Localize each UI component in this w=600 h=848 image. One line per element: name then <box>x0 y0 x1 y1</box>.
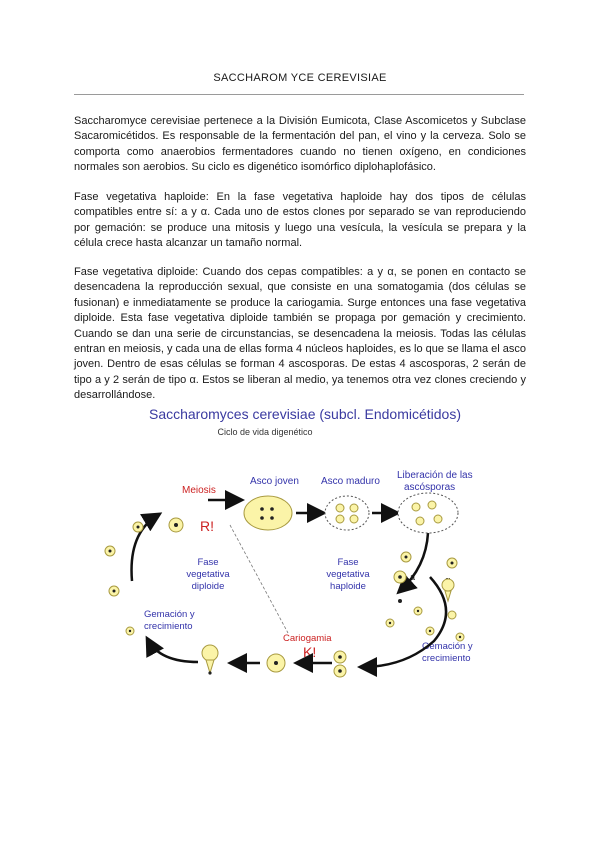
life-cycle-diagram <box>100 405 510 690</box>
label-haploide-1: Fase <box>337 557 359 568</box>
dashed-r-k-line <box>230 525 288 633</box>
mark-k: K! <box>303 644 317 660</box>
label-gemacion-der-1: Gemación y <box>422 641 473 652</box>
asco-maduro-cell <box>325 496 369 530</box>
document-title: SACCHAROM YCE CEREVISIAE <box>213 72 387 84</box>
mark-r: R! <box>200 518 214 534</box>
label-diploide-2: vegetativa <box>186 569 230 580</box>
figure-subtitle: Ciclo de vida digenético <box>217 427 313 437</box>
label-asco-joven: Asco joven <box>250 476 299 487</box>
label-gemacion-der-2: crecimiento <box>422 653 471 664</box>
figure-title: Saccharomyces cerevisiae (subcl. Endomicétidos) <box>148 406 462 422</box>
asco-joven-nucleus <box>260 516 264 520</box>
label-tipo-a: a <box>410 572 416 582</box>
title-divider <box>74 94 524 95</box>
label-haploide-2: vegetativa <box>326 569 370 580</box>
paragraph-intro: Saccharomyce cerevisiae pertenece a la División Eumicota, Clase Ascomicetos y Subclase Sacaromicétidos. Es responsable de la fermentación del pan, el vino y la cerveza. Solo se comporta como anaerobios fermentadores cuando no tienen oxígeno, en condiciones normales son aerobios. Su ciclo es digenético isomórfico diplohaplofásico. <box>74 115 526 174</box>
asco-joven-nucleus <box>270 516 274 520</box>
label-liberacion-1: Liberación de las <box>397 470 473 481</box>
label-meiosis: Meiosis <box>182 485 216 496</box>
paragraph-haploid-phase: Fase vegetativa haploide: En la fase vegetativa haploide hay dos tipos de células compatibles entre sí: a y α. Cada uno de estos clones por separado se van reproduciendo por gemación: se produce una mitosis y luego una vesícula, la vesícula se prepara y la célula crece hasta alcanzar un tamaño normal. <box>74 191 526 250</box>
asco-joven-nucleus <box>260 507 264 511</box>
label-liberacion-2: ascósporas <box>404 482 456 493</box>
asco-joven-nucleus <box>270 507 274 511</box>
arrow-diploid-growth <box>148 640 198 662</box>
paragraph-diploid-phase: Fase vegetativa diploide: Cuando dos cepas compatibles: a y α, se ponen en contacto se desencadena la reproducción sexual, que consiste en una somatogamia (dos células se fusionan) e inmediatamente se produce la cariogamia. Surge entonces una fase vegetativa diploide. Esta fase vegetativa diploide también se propaga por gemación y crecimiento. Cuando se dan una serie de circunstancias, se desencadena la meiosis. Todas las células entran en meiosis, y cada una de ellas forma 4 núcleos haploides, es lo que se llama el asco joven. Dentro de esas células se forman 4 ascosporas. De estas 4 ascosporas, 2 serán de tipo a y 2 serán de tipo α. Estos se liberan al medio, ya tenemos otra vez clones creciendo y desarrollándose. <box>74 266 526 402</box>
label-cariogamia: Cariogamia <box>283 633 332 644</box>
label-gemacion-izq-1: Gemación y <box>144 609 195 620</box>
budding-diploid-cell <box>202 645 218 675</box>
label-gemacion-izq-2: crecimiento <box>144 621 193 632</box>
asco-joven-cell <box>244 496 292 530</box>
life-cycle-figure <box>100 405 510 690</box>
label-asco-maduro: Asco maduro <box>321 476 380 487</box>
haploid-cells <box>386 552 464 641</box>
label-diploide-1: Fase <box>197 557 219 568</box>
liberacion-ascus <box>398 493 458 533</box>
label-haploide-3: haploide <box>330 581 366 592</box>
label-diploide-3: diploide <box>191 581 225 592</box>
